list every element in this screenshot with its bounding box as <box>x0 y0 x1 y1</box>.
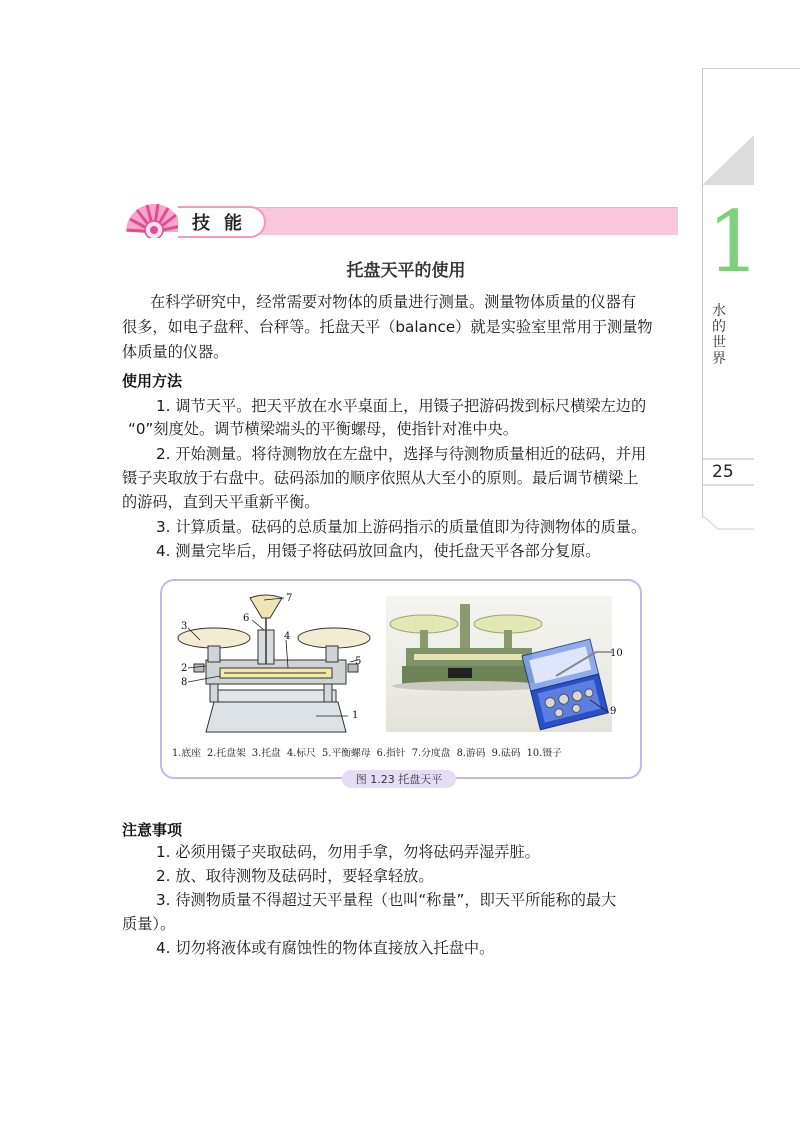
method-line: “0”刻度处。调节横梁端头的平衡螺母，使指针对准中央。 <box>128 420 518 438</box>
balance-photo-drawing <box>386 596 612 732</box>
notes-line: 2. 放、取待测物及砝码时，要轻拿轻放。 <box>156 867 434 885</box>
section-banner <box>208 207 678 235</box>
callout-4: 4 <box>284 631 291 642</box>
callout-9: 9 <box>610 706 617 717</box>
figure-legend: 1.底座 2.托盘架 3.托盘 4.标尺 5.平衡螺母 6.指针 7.分度盘 8.游码 9.砝码 10.镊子 <box>172 748 562 759</box>
callout-1: 1 <box>352 710 359 721</box>
method-line: 镊子夹取放于右盘中。砝码添加的顺序依照从大至小的原则。最后调节横梁上 <box>122 469 639 487</box>
method-line: 的游码，直到天平重新平衡。 <box>122 493 320 511</box>
chapter-title: 水的世界 <box>712 303 726 367</box>
banner-label: 技能 <box>192 213 256 234</box>
notes-line: 3. 待测物质量不得超过天平量程（也叫“称量”，即天平所能称的最大 <box>156 891 617 909</box>
notes-line: 质量）。 <box>122 915 176 933</box>
flower-icon <box>122 196 186 238</box>
method-line: 4. 测量完毕后，用镊子将砝码放回盒内，使托盘天平各部分复原。 <box>156 542 601 560</box>
notes-heading: 注意事项 <box>122 821 183 839</box>
intro-line: 在科学研究中，经常需要对物体的质量进行测量。测量物体质量的仪器有 <box>150 293 636 311</box>
callout-7: 7 <box>286 593 293 604</box>
callout-10: 10 <box>610 648 623 659</box>
page-number: 25 <box>712 462 734 482</box>
notes-line: 4. 切勿将液体或有腐蚀性的物体直接放入托盘中。 <box>156 939 495 957</box>
callout-5: 5 <box>355 656 362 667</box>
callout-3: 3 <box>181 621 188 632</box>
notes-line: 1. 必须用镊子夹取砝码，勿用手拿，勿将砝码弄湿弄脏。 <box>156 843 540 861</box>
intro-line: 体质量的仪器。 <box>122 343 229 361</box>
callout-8: 8 <box>181 677 188 688</box>
method-line: 2. 开始测量。将待测物放在左盘中，选择与待测物质量相近的砝码，并用 <box>156 445 647 463</box>
margin-rule-top <box>702 68 800 69</box>
corner-triangle-icon <box>702 135 754 187</box>
callout-6: 6 <box>243 613 250 624</box>
section-title: 托盘天平的使用 <box>346 261 466 281</box>
chapter-number: 1 <box>707 193 761 291</box>
figure-caption: 图 1.23 托盘天平 <box>355 773 443 786</box>
callout-lines <box>176 590 376 730</box>
method-line: 3. 计算质量。砝码的总质量加上游码指示的质量值即为待测物体的质量。 <box>156 518 647 536</box>
method-line: 1. 调节天平。把天平放在水平桌面上，用镊子把游码拨到标尺横梁左边的 <box>156 397 647 415</box>
intro-line: 很多，如电子盘秤、台秤等。托盘天平（balance）就是实验室里常用于测量物 <box>122 318 653 336</box>
callout-2: 2 <box>181 663 188 674</box>
method-heading: 使用方法 <box>122 372 183 390</box>
